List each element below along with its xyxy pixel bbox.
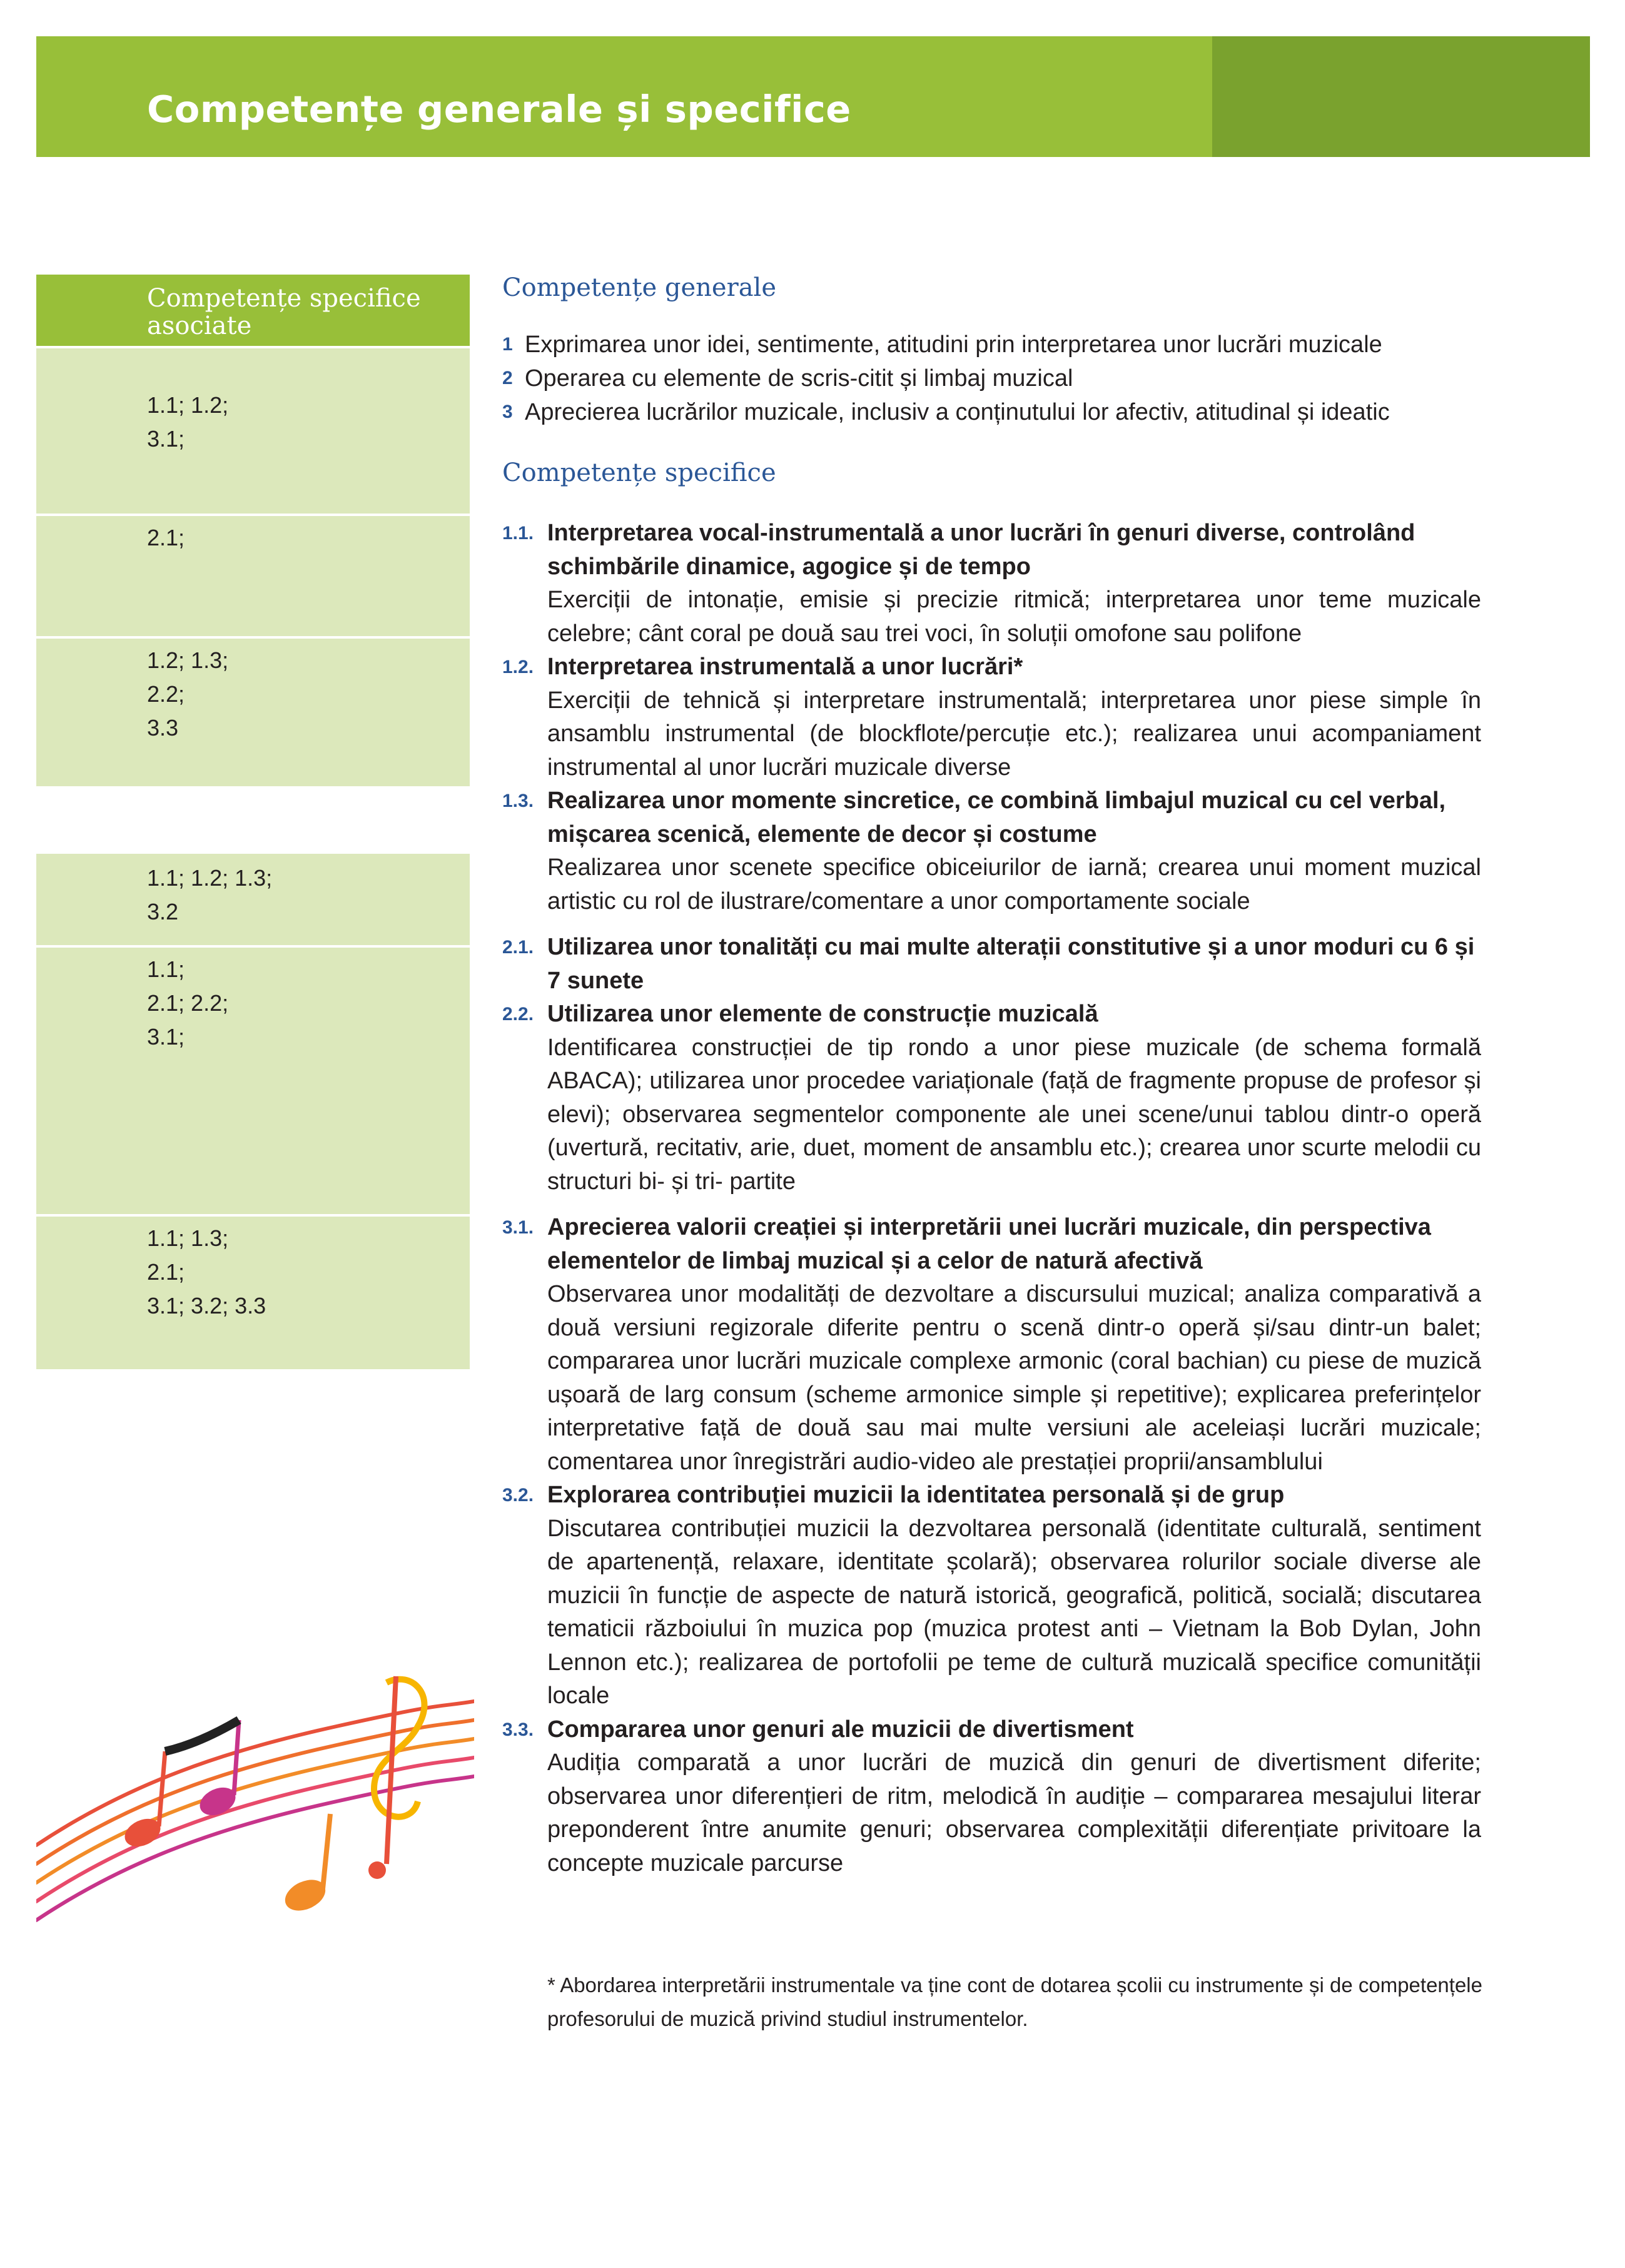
specific-competence-title: Aprecierea valorii creației și interpretării unei lucrări muzicale, din perspectiva elementelor de limbaj muzical și a celor de natură afectivă xyxy=(547,1214,1431,1274)
specific-competence-title: Explorarea contribuției muzicii la identitatea personală și de grup xyxy=(547,1482,1285,1508)
associated-line: 3.1; xyxy=(147,426,185,452)
associated-row xyxy=(36,348,470,514)
associated-row xyxy=(36,854,470,945)
specific-competence-item xyxy=(502,1713,1481,1881)
specific-competence-number: 1.1. xyxy=(502,523,534,544)
specific-competence-title: Utilizarea unor elemente de construcție muzicală xyxy=(547,1001,1098,1027)
specific-competence-activities: Discutarea contribuției muzicii la dezvoltarea personală (identitate culturală, sentiment de apartenență, relaxare, identitate școlară); observarea rolurilor sociale diverse ale muzicii în funcție de aspecte de natură istorică, geografică, politică, socială; discutarea tematicii războiului în muzica pop (muzica protest anti – Vietnam la Bob Dylan, John Lennon etc.); realizarea de portofolii pe teme de cultură muzicală specifice comunității locale xyxy=(547,1515,1481,1709)
specific-competence-item xyxy=(502,517,1481,651)
associated-line: 1.2; 1.3; xyxy=(147,647,229,673)
specific-competences-heading: Competențe specifice xyxy=(502,458,776,487)
general-competences-heading: Competențe generale xyxy=(502,273,777,302)
associated-line: 1.1; 1.2; xyxy=(147,392,229,418)
page-title: Competențe generale și specifice xyxy=(147,88,851,131)
specific-competence-activities: Realizarea unor scenete specifice obiceiurilor de iarnă; crearea unui moment muzical artistic cu rol de ilustrare/comentare a unor comportamente sociale xyxy=(547,854,1481,914)
associated-competences-heading: Competențe specifice asociate xyxy=(36,275,470,346)
associated-line: 2.1; 2.2; xyxy=(147,990,229,1016)
specific-competence-number: 1.2. xyxy=(502,657,534,677)
specific-competence-item xyxy=(502,998,1481,1198)
general-competence-text: Aprecierea lucrărilor muzicale, inclusiv a conținutului lor afectiv, atitudinal și ideatic xyxy=(525,399,1390,425)
associated-row xyxy=(36,639,470,786)
associated-line: 2.2; xyxy=(147,681,185,707)
specific-competence-title: Compararea unor genuri ale muzicii de divertisment xyxy=(547,1716,1134,1743)
associated-line: 1.1; 1.2; 1.3; xyxy=(147,865,273,891)
associated-line: 1.1; 1.3; xyxy=(147,1225,229,1251)
general-competence-text: Operarea cu elemente de scris-citit și limbaj muzical xyxy=(525,365,1073,392)
music-staff-notes-illustration xyxy=(36,1658,474,1983)
specific-competence-item xyxy=(502,931,1481,998)
specific-competence-number: 1.3. xyxy=(502,791,534,811)
specific-competence-item xyxy=(502,1479,1481,1713)
specific-competence-number: 2.2. xyxy=(502,1004,534,1025)
associated-line: 3.2 xyxy=(147,899,179,924)
general-competence-item xyxy=(502,395,1481,429)
specific-competence-title: Utilizarea unor tonalități cu mai multe alterații constitutive și a unor moduri cu 6 și 7 sunete xyxy=(547,934,1475,994)
general-competence-number: 3 xyxy=(502,402,513,422)
specific-competence-number: 3.3. xyxy=(502,1719,534,1740)
specific-competence-activities: Identificarea construcției de tip rondo a unor piese muzicale (de schema formală ABACA); utilizarea unor procedee variaționale (față de fragmente propuse de profesor și elevi); observarea segmentelor componente ale unei scene/unui tablou dintr-o operă (uvertură, recitativ, arie, duet, moment de ansamblu etc.); crearea unor scurte melodii cu structuri bi- și tri- partite xyxy=(547,1034,1481,1195)
associated-line: 3.1; 3.2; 3.3 xyxy=(147,1293,266,1319)
specific-competence-title: Realizarea unor momente sincretice, ce combină limbajul muzical cu cel verbal, mișcarea scenică, elemente de decor și costume xyxy=(547,787,1446,848)
specific-competence-title: Interpretarea instrumentală a unor lucrări* xyxy=(547,654,1023,680)
specific-competence-activities: Observarea unor modalități de dezvoltare a discursului muzical; analiza comparativă a două versiuni regizorale diferite pentru o scenă dintr-o operă și/sau dintr-un balet; compararea unor lucrări muzicale complexe armonic (coral bachian) cu piese de muzică ușoară de larg consum (scheme armonice simple și repetitive); explicarea preferințelor interpretative față de două sau mai multe versiuni ale aceleiași lucrări muzicale; comentarea unor înregistrări audio-video ale prestației proprii/ansamblului xyxy=(547,1281,1481,1475)
general-competence-number: 2 xyxy=(502,368,513,388)
associated-line: 1.1; xyxy=(147,956,185,982)
specific-competence-number: 2.1. xyxy=(502,937,534,958)
associated-line: 3.1; xyxy=(147,1024,185,1050)
general-competence-text: Exprimarea unor idei, sentimente, atitudini prin interpretarea unor lucrări muzicale xyxy=(525,332,1382,358)
specific-competence-item xyxy=(502,784,1481,918)
specific-competence-number: 3.1. xyxy=(502,1217,534,1238)
associated-gap xyxy=(36,789,470,851)
associated-row xyxy=(36,1217,470,1369)
specific-competence-activities: Exerciții de intonație, emisie și precizie ritmică; interpretarea unor teme muzicale celebre; cânt coral pe două sau trei voci, în soluții omofone sau polifone xyxy=(547,587,1481,647)
general-competence-number: 1 xyxy=(502,334,513,355)
associated-line: 2.1; xyxy=(147,1259,185,1285)
general-competence-item xyxy=(502,362,1481,395)
competences-main xyxy=(502,269,1481,1880)
specific-competence-item xyxy=(502,651,1481,784)
specific-competence-activities: Audiția comparată a unor lucrări de muzică din genuri de divertisment diferite; observarea unor diferențieri de ritm, melodică în audiție – compararea mesajului literar preponderent între anumite genuri; observarea complexității diferențiate privitoare la concepte muzicale parcurse xyxy=(547,1749,1481,1876)
specific-competence-number: 3.2. xyxy=(502,1485,534,1506)
specific-competence-title: Interpretarea vocal-instrumentală a unor lucrări în genuri diverse, controlând schimbările dinamice, agogice și de tempo xyxy=(547,520,1415,580)
associated-line: 2.1; xyxy=(147,525,185,550)
specific-competence-activities: Exerciții de tehnică și interpretare instrumentală; interpretarea unor piese simple în ansamblu instrumental (de blockflote/percuție etc.); realizarea unui acompaniament instrumental al unor lucrări muzicale diverse xyxy=(547,687,1481,781)
specific-competence-item xyxy=(502,1211,1481,1479)
footnote: * Abordarea interpretării instrumentale va ține cont de dotarea școlii cu instrumente și de competențele profesorului de muzică privind studiul instrumentelor. xyxy=(547,1973,1482,2030)
associated-competences-column xyxy=(36,275,470,1372)
associated-line: 3.3 xyxy=(147,715,179,741)
header-accent xyxy=(1212,36,1590,157)
associated-row xyxy=(36,516,470,636)
general-competence-item xyxy=(502,328,1481,362)
associated-row xyxy=(36,948,470,1214)
